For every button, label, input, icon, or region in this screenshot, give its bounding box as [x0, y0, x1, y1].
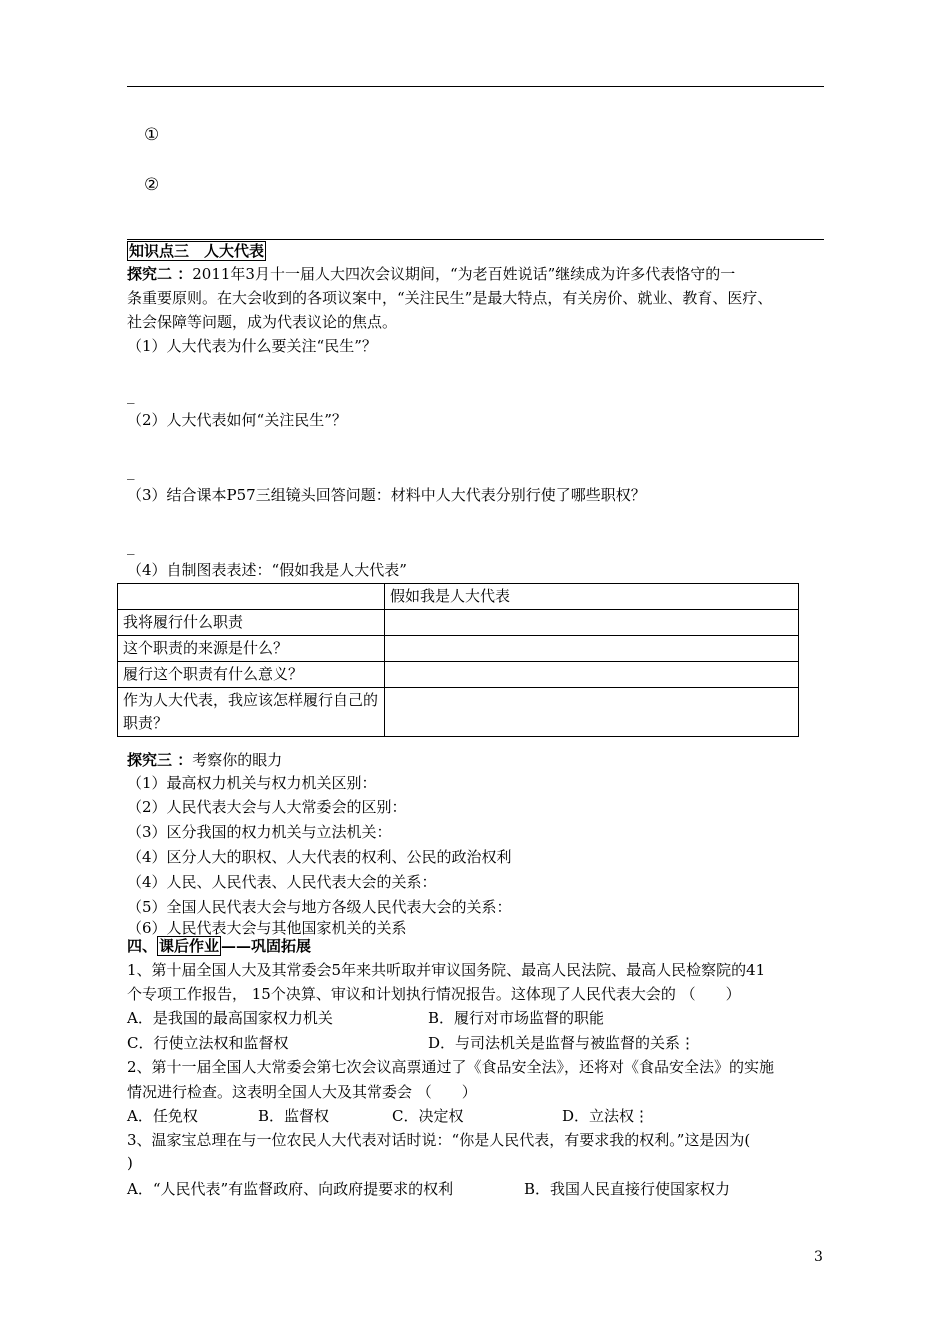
inquiry3-item: （5）全国人民代表大会与地方各级人民代表大会的关系：	[127, 898, 512, 916]
inquiry3-heading	[127, 749, 827, 771]
table-cell: 履行这个职责有什么意义？	[118, 662, 385, 688]
answer-blank-1: _	[127, 386, 135, 404]
marker-2: ②	[144, 175, 160, 195]
hw-q1-option-d: D．与司法机关是监督与被监督的关系⋮	[428, 1034, 696, 1052]
hw-q2-line-1: 2、第十一届全国人大常委会第七次会议高票通过了《食品安全法》，还将对《食品安全法》的实施	[127, 1058, 775, 1076]
table-answer-cell[interactable]	[385, 688, 799, 737]
inquiry2-line-2: 条重要原则。在大会收到的各项议案中，“关注民生”是最大特点，有关房价、就业、教育、医疗、	[127, 289, 773, 307]
hw-q2-option-a: A．任免权	[127, 1107, 198, 1125]
inquiry3-title: 考察你的眼力	[192, 751, 283, 769]
hw-q1-option-c: C．行使立法权和监督权	[127, 1034, 289, 1052]
representative-table	[117, 583, 799, 737]
inquiry2-label: 探究二 ：	[127, 265, 193, 283]
inquiry3-item: （4）区分人大的职权、人大代表的权利、公民的政治权利	[127, 848, 512, 866]
inquiry3-label: 探究三 ：	[127, 751, 193, 769]
hw-q1-line-2: 个专项工作报告， 15个决算、审议和计划执行情况报告。这体现了人民代表大会的 （ ）	[127, 985, 741, 1003]
table-cell: 这个职责的来源是什么？	[118, 636, 385, 662]
inquiry3-item: （3）区分我国的权力机关与立法机关：	[127, 823, 392, 841]
inquiry3-item: （6）人民代表大会与其他国家机关的关系	[127, 919, 407, 937]
hw-q2-option-d: D．立法权⋮	[562, 1107, 650, 1125]
table-cell: 我将履行什么职责	[118, 610, 385, 636]
hw-q1-option-a: A．是我国的最高国家权力机关	[127, 1009, 333, 1027]
table-row	[118, 662, 799, 688]
question-3: （3）结合课本P57三组镜头回答问题：材料中人大代表分别行使了哪些职权？	[127, 486, 646, 504]
hw-q3-line-1: 3、温家宝总理在与一位农民人大代表对话时说：“你是人民代表，有要求我的权利。”这是因为(	[127, 1131, 751, 1149]
marker-1: ①	[144, 125, 160, 145]
inquiry3-item: （2）人民代表大会与人大常委会的区别：	[127, 798, 407, 816]
table-answer-cell[interactable]	[385, 662, 799, 688]
table-row	[118, 688, 799, 737]
hw-q3-option-a: A．“人民代表”有监督政府、向政府提要求的权利	[127, 1180, 454, 1198]
answer-blank-2: _	[127, 462, 135, 480]
table-header-cell: 假如我是人大代表	[385, 584, 799, 610]
answer-blank-3: _	[127, 537, 135, 555]
question-4: （4）自制图表表述：“假如我是人大代表”	[127, 561, 407, 579]
table-row	[118, 610, 799, 636]
inquiry2-line-1: 探究二 ：2011年3月十一届人大四次会议期间，“为老百姓说话”继续成为许多代表恪守的一	[127, 265, 736, 283]
question-1: （1）人大代表为什么要关注“民生”？	[127, 337, 377, 355]
question-2: （2）人大代表如何“关注民生”？	[127, 411, 347, 429]
table-answer-cell[interactable]	[385, 636, 799, 662]
homework-heading: 四、 课后作业 ——巩固拓展	[127, 937, 312, 955]
table-header-row	[118, 584, 799, 610]
hw-q2-option-c: C．决定权	[392, 1107, 464, 1125]
table-cell: 作为人大代表，我应该怎样履行自己的职责？	[118, 688, 385, 737]
hw-q3-option-b: B．我国人民直接行使国家权力	[524, 1180, 731, 1198]
inquiry2-line-3: 社会保障等问题，成为代表议论的焦点。	[127, 313, 398, 331]
hw-q3-line-2: )	[127, 1154, 133, 1172]
table-answer-cell[interactable]	[385, 610, 799, 636]
hw-q1-line-1: 1、第十届全国人大及其常委会5年来共听取并审议国务院、最高人民法院、最高人民检察院的41	[127, 961, 766, 979]
table-header-cell	[118, 584, 385, 610]
inquiry3-item: （1）最高权力机关与权力机关区别：	[127, 774, 377, 792]
hw-q2-line-2: 情况进行检查。这表明全国人大及其常委会 （ ）	[127, 1083, 477, 1101]
top-rule	[127, 86, 824, 87]
section-heading: 知识点三 人大代表	[129, 242, 265, 260]
hw-q2-option-b: B．监督权	[258, 1107, 330, 1125]
page-number: 3	[814, 1249, 823, 1265]
inquiry3-item: （4）人民、人民代表、人民代表大会的关系：	[127, 873, 437, 891]
table-row	[118, 636, 799, 662]
hw-q1-option-b: B．履行对市场监督的职能	[428, 1009, 605, 1027]
